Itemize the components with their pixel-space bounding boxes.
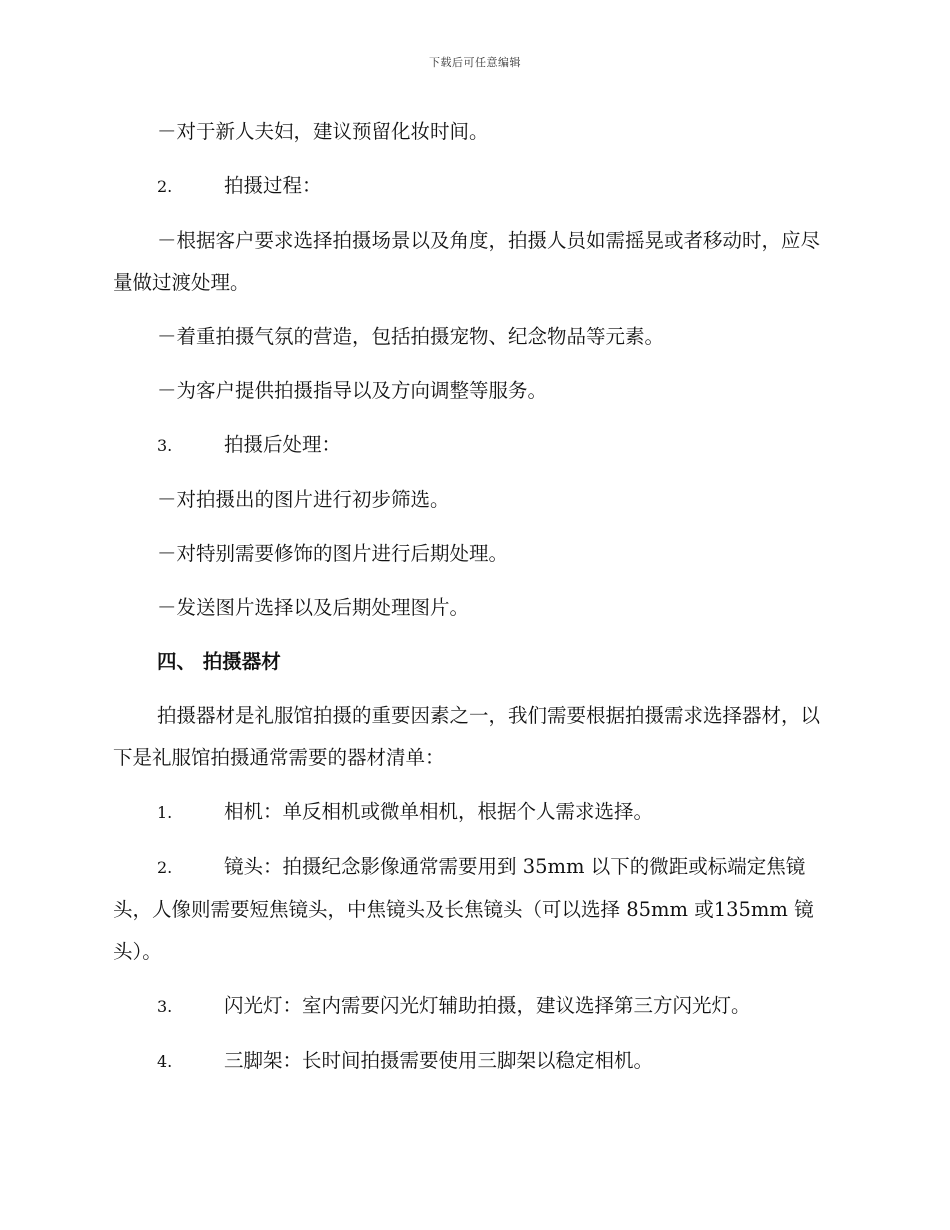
paragraph: －对于新人夫妇，建议预留化妆时间。 xyxy=(157,120,489,143)
equipment-item xyxy=(113,791,838,834)
paragraph: －对拍摄出的图片进行初步筛选。 xyxy=(157,488,450,511)
item-number: 1. xyxy=(157,803,173,822)
item-text: 三脚架：长时间拍摄需要使用三脚架以稳定相机。 xyxy=(224,1049,654,1072)
equipment-item xyxy=(113,846,838,973)
item-text: 闪光灯：室内需要闪光灯辅助拍摄，建议选择第三方闪光灯。 xyxy=(224,994,751,1017)
paragraph: －根据客户要求选择拍摄场景以及角度，拍摄人员如需摇晃或者移动时，应尽量做过渡处理。 xyxy=(113,229,821,294)
item-number: 3. xyxy=(157,997,173,1016)
paragraph: －发送图片选择以及后期处理图片。 xyxy=(157,596,470,619)
item-text: 相机：单反相机或微单相机，根据个人需求选择。 xyxy=(224,800,654,823)
paragraph: －对特别需要修饰的图片进行后期处理。 xyxy=(157,542,509,565)
document-body xyxy=(113,111,838,1095)
numbered-item xyxy=(113,424,838,467)
item-text: 拍摄后处理： xyxy=(224,433,342,456)
paragraph: －为客户提供拍摄指导以及方向调整等服务。 xyxy=(157,379,548,402)
paragraph: 拍摄器材是礼服馆拍摄的重要因素之一，我们需要根据拍摄需求选择器材，以下是礼服馆拍摄通常需要的器材清单： xyxy=(113,704,821,769)
section-heading: 四、 拍摄器材 xyxy=(157,650,281,673)
item-number: 2. xyxy=(157,858,173,877)
paragraph: －着重拍摄气氛的营造，包括拍摄宠物、纪念物品等元素。 xyxy=(157,325,665,348)
numbered-item xyxy=(113,165,838,208)
item-number: 2. xyxy=(157,177,173,196)
item-number: 4. xyxy=(157,1052,173,1071)
page-header: 下载后可任意编辑 xyxy=(429,56,521,69)
equipment-item xyxy=(113,985,838,1028)
item-text: 镜头：拍摄纪念影像通常需要用到 35mm 以下的微距或标端定焦镜头，人像则需要短焦镜头，中焦镜头及长焦镜头（可以选择 85mm 或135mm 镜头）。 xyxy=(113,855,814,963)
item-text: 拍摄过程： xyxy=(224,174,322,197)
equipment-item xyxy=(113,1040,838,1083)
item-number: 3. xyxy=(157,436,173,455)
